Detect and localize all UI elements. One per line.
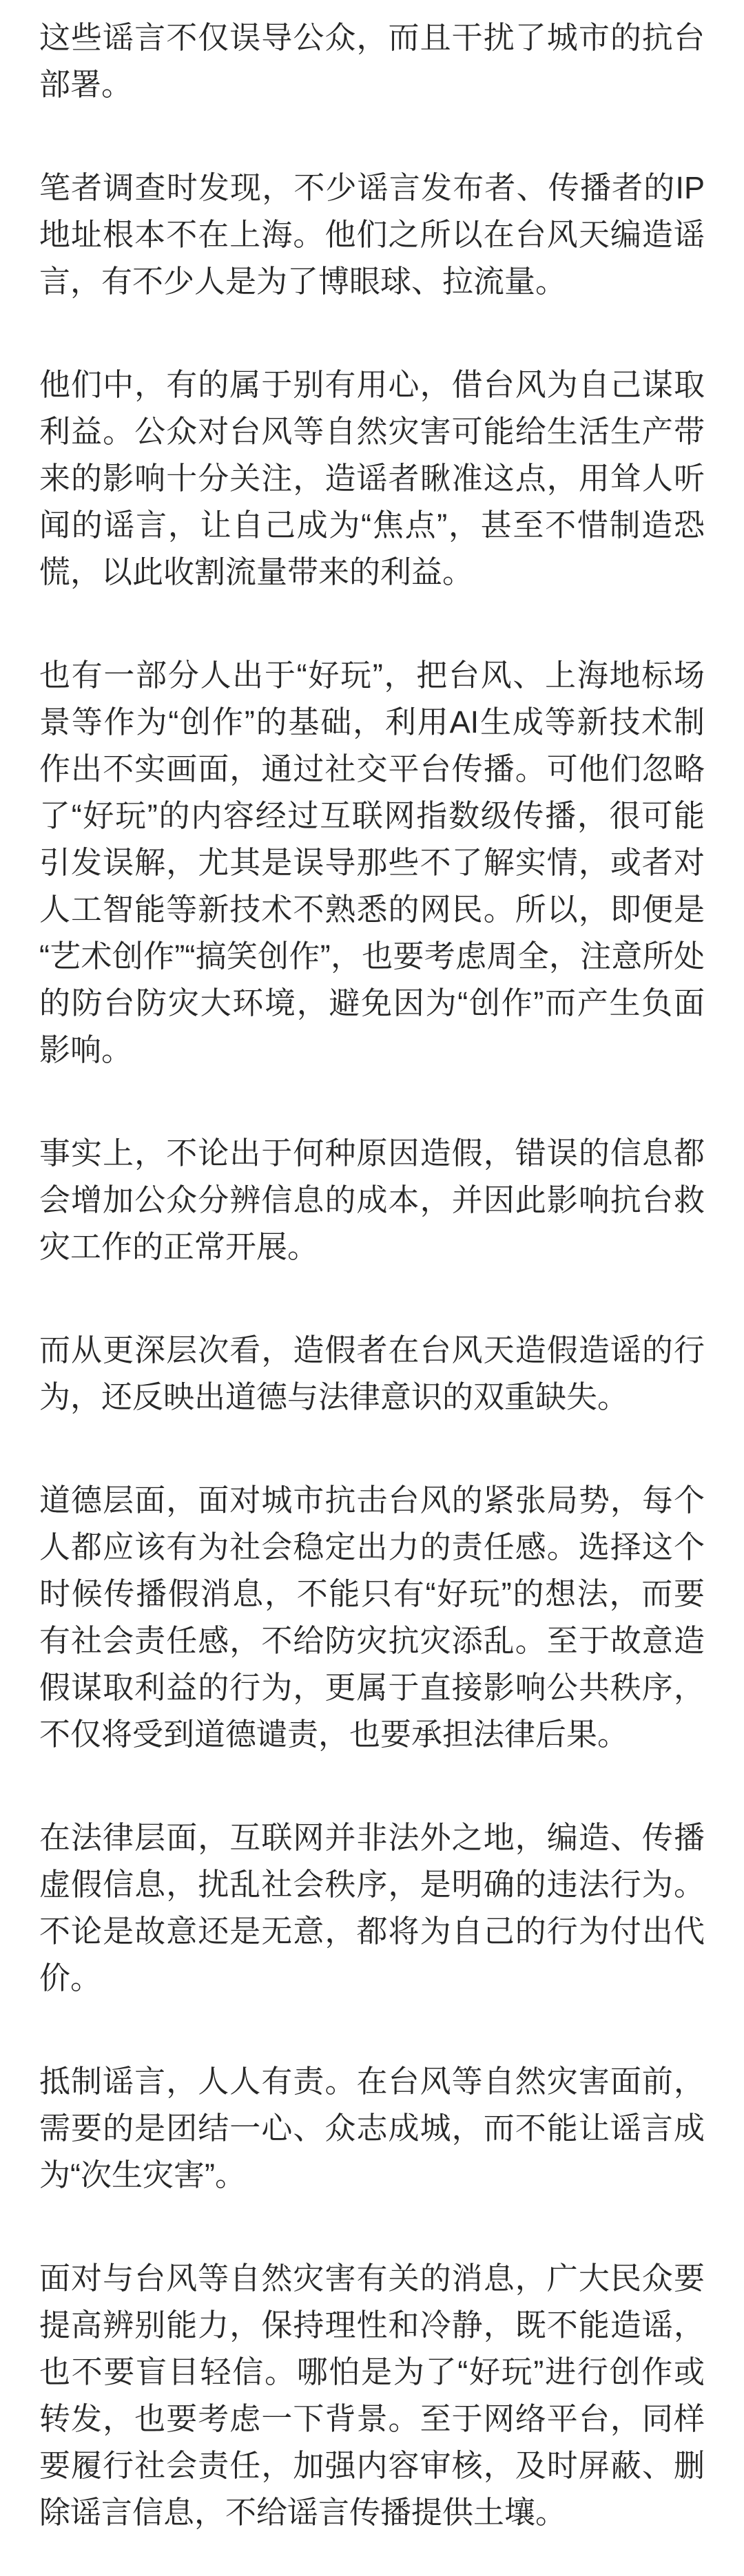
article-paragraph: 而从更深层次看，造假者在台风天造假造谣的行为，还反映出道德与法律意识的双重缺失。 bbox=[39, 1332, 705, 1414]
article-paragraph: 抵制谣言，人人有责。在台风等自然灾害面前，需要的是团结一心、众志成城，而不能让谣言成为“次生灾害”。 bbox=[39, 2064, 705, 2192]
article-paragraph: 也有一部分人出于“好玩”，把台风、上海地标场景等作为“创作”的基础，利用AI生成等新技术制作出不实画面，通过社交平台传播。可他们忽略了“好玩”的内容经过互联网指数级传播，很可能引发误解，尤其是误导那些不了解实情，或者对人工智能等新技术不熟悉的网民。所以，即便是“艺术创作”“搞笑创作”，也要考虑周全，注意所处的防台防灾大环境，避免因为“创作”而产生负面影响。 bbox=[39, 658, 705, 1067]
article-paragraph: 道德层面，面对城市抗击台风的紧张局势，每个人都应该有为社会稳定出力的责任感。选择这个时候传播假消息，不能只有“好玩”的想法，而要有社会责任感，不给防灾抗灾添乱。至于故意造假谋取利益的行为，更属于直接影响公共秩序，不仅将受到道德谴责，也要承担法律后果。 bbox=[39, 1483, 705, 1752]
article-paragraph: 在法律层面，互联网并非法外之地，编造、传播虚假信息，扰乱社会秩序，是明确的违法行为。不论是故意还是无意，都将为自己的行为付出代价。 bbox=[39, 1820, 705, 1996]
article-paragraph: 笔者调查时发现，不少谣言发布者、传播者的IP地址根本不在上海。他们之所以在台风天编造谣言，有不少人是为了博眼球、拉流量。 bbox=[39, 170, 705, 299]
article-paragraph: 事实上，不论出于何种原因造假，错误的信息都会增加公众分辨信息的成本，并因此影响抗台救灾工作的正常开展。 bbox=[39, 1135, 705, 1264]
article-paragraph: 他们中，有的属于别有用心，借台风为自己谋取利益。公众对台风等自然灾害可能给生活生产带来的影响十分关注，造谣者瞅准这点，用耸人听闻的谣言，让自己成为“焦点”，甚至不惜制造恐慌，以此收割流量带来的利益。 bbox=[39, 367, 705, 589]
article-paragraph: 这些谣言不仅误导公众，而且干扰了城市的抗台部署。 bbox=[39, 20, 705, 102]
article-paragraph: 面对与台风等自然灾害有关的消息，广大民众要提高辨别能力，保持理性和冷静，既不能造谣，也不要盲目轻信。哪怕是为了“好玩”进行创作或转发，也要考虑一下背景。至于网络平台，同样要履行社会责任，加强内容审核，及时屏蔽、删除谣言信息，不给谣言传播提供土壤。 bbox=[39, 2261, 705, 2530]
